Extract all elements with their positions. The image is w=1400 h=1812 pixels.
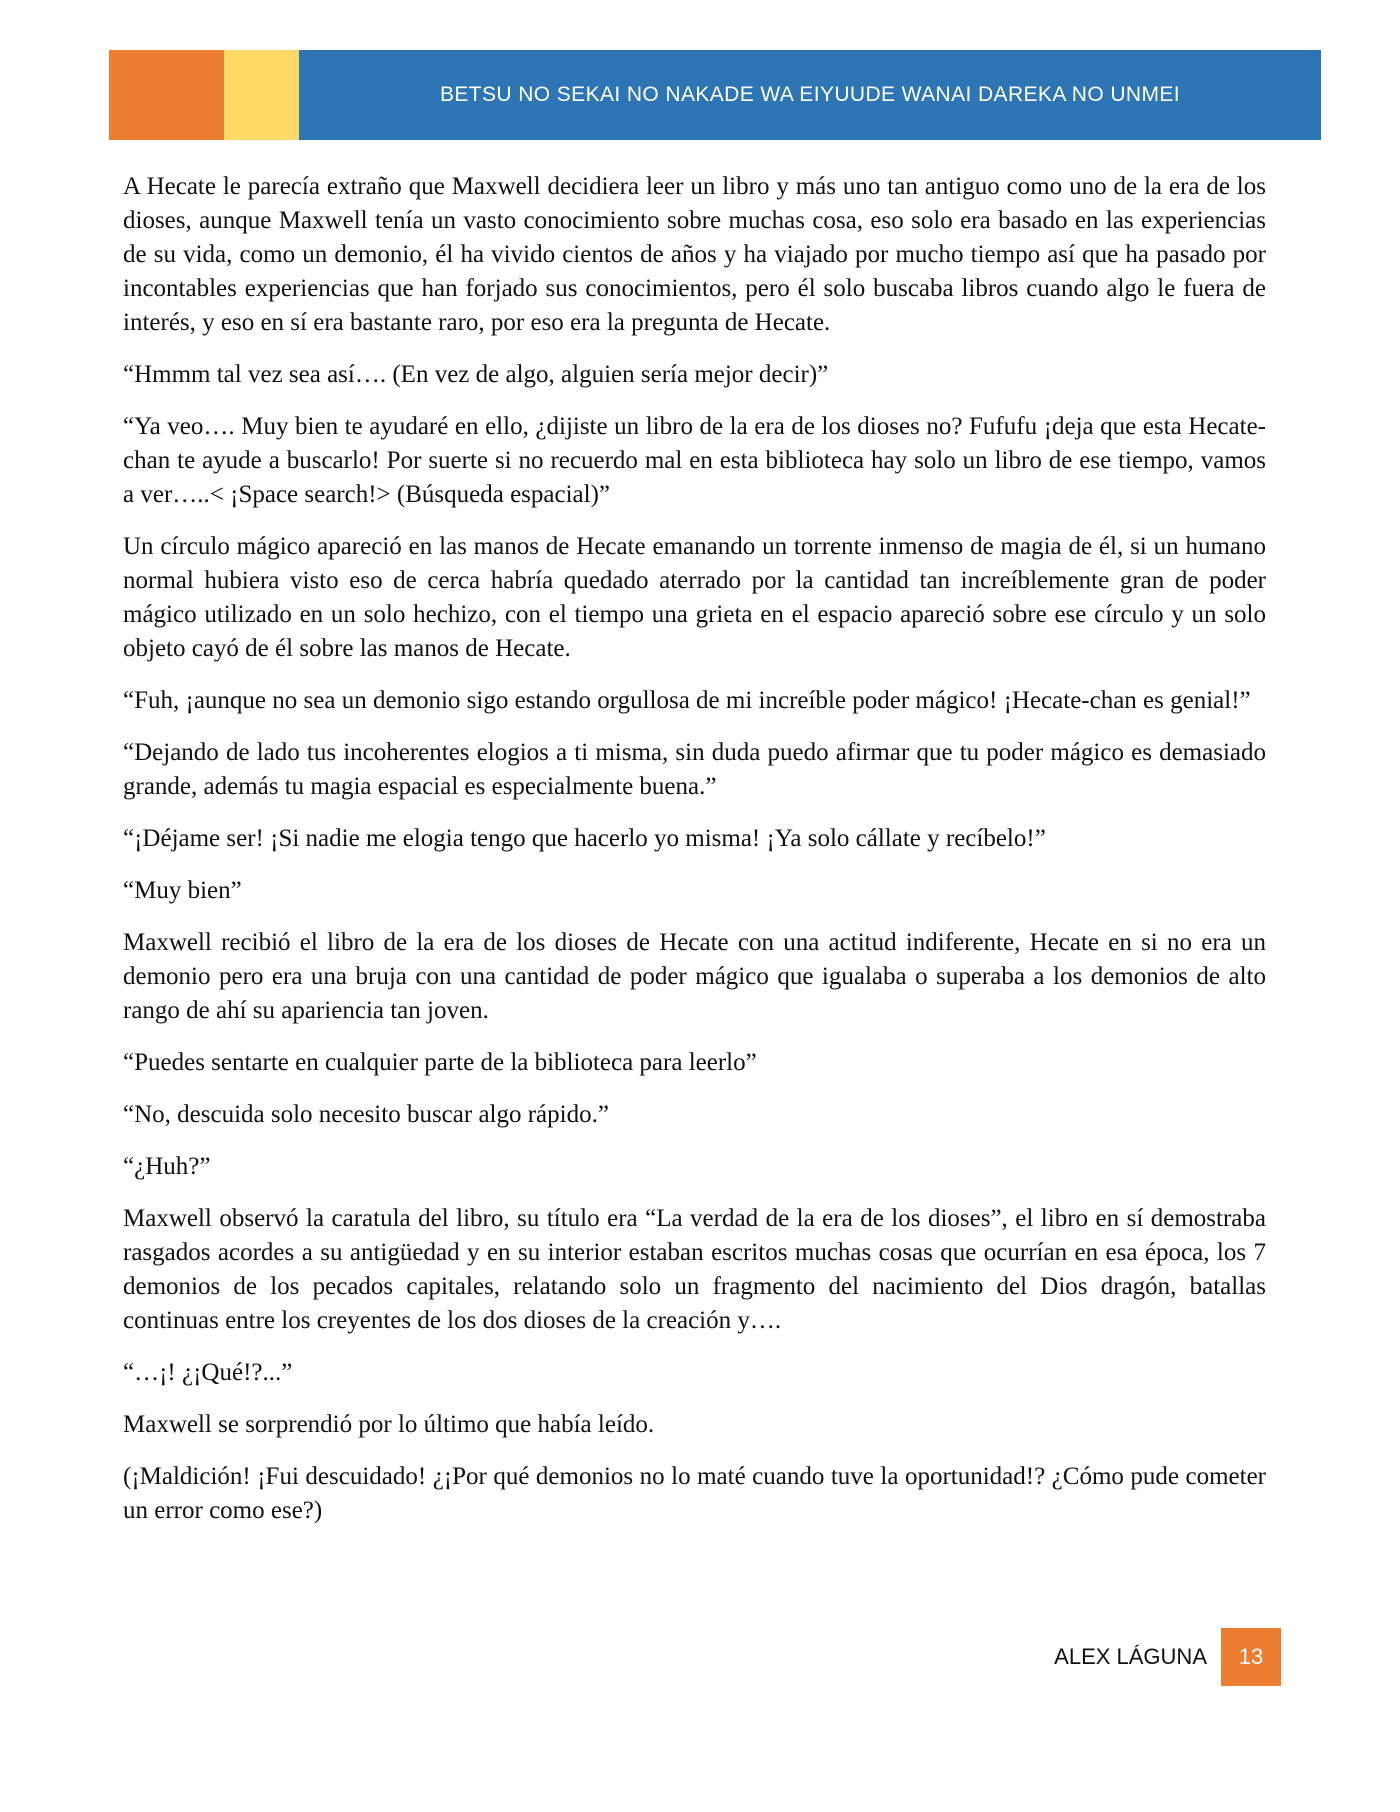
paragraph: “No, descuida solo necesito buscar algo rápido.” [123, 1101, 609, 1128]
paragraph: “Muy bien” [123, 877, 242, 904]
paragraph: Maxwell se sorprendió por lo último que había leído. [123, 1411, 655, 1438]
paragraph: “Ya veo…. Muy bien te ayudaré en ello, ¿dijiste un libro de la era de los dioses no? Fufufu ¡deja que esta Hecate-chan te ayude a buscarlo! Por suerte si no recuerdo mal en esta biblioteca hay solo un libro de ese tiempo, vamos a ver…..< ¡Space search!> (Búsqueda espacial)” [123, 413, 1266, 508]
paragraph: “…¡! ¿¡Qué!?...” [123, 1359, 293, 1386]
paragraph: Un círculo mágico apareció en las manos de Hecate emanando un torrente inmenso de magia de él, si un humano normal hubiera visto eso de cerca habría quedado aterrado por la cantidad tan increíblemente gran de poder mágico utilizado en un solo hechizo, con el tiempo una grieta en el espacio apareció sobre ese círculo y un solo objeto cayó de él sobre las manos de Hecate. [123, 533, 1266, 662]
author-name: ALEX LÁGUNA [1054, 1644, 1207, 1669]
paragraph: “Hmmm tal vez sea así…. (En vez de algo, alguien sería mejor decir)” [123, 361, 829, 388]
paragraph: (¡Maldición! ¡Fui descuidado! ¿¡Por qué demonios no lo maté cuando tuve la oportunidad!? ¿Cómo pude cometer un error como ese?) [123, 1463, 1266, 1524]
header-orange-block [109, 50, 224, 140]
paragraph: Maxwell observó la caratula del libro, su título era “La verdad de la era de los dioses”, el libro en sí demostraba rasgados acordes a su antigüedad y en su interior estaban escritos muchas cosas que ocurrían en esa época, los 7 demonios de los pecados capitales, relatando solo un fragmento del nacimiento del Dios dragón, batallas continuas entre los creyentes de los dos dioses de la creación y…. [123, 1205, 1266, 1334]
page-footer [1054, 1628, 1281, 1686]
paragraph: “Fuh, ¡aunque no sea un demonio sigo estando orgullosa de mi increíble poder mágico! ¡Hecate-chan es genial!” [123, 687, 1251, 714]
paragraph: “Puedes sentarte en cualquier parte de la biblioteca para leerlo” [123, 1049, 757, 1076]
paragraph: “¿Huh?” [123, 1153, 211, 1180]
header-title: BETSU NO SEKAI NO NAKADE WA EIYUUDE WANAI DAREKA NO UNMEI [439, 83, 1181, 106]
paragraph: “¡Déjame ser! ¡Si nadie me elogia tengo que hacerlo yo misma! ¡Ya solo cállate y recíbelo!” [123, 825, 1046, 852]
paragraph: A Hecate le parecía extraño que Maxwell decidiera leer un libro y más uno tan antiguo como uno de la era de los dioses, aunque Maxwell tenía un vasto conocimiento sobre muchas cosa, eso solo era basado en las experiencias de su vida, como un demonio, él ha vivido cientos de años y ha viajado por mucho tiempo así que ha pasado por incontables experiencias que han forjado sus conocimientos, pero él solo buscaba libros cuando algo le fuera de interés, y eso en sí era bastante raro, por eso era la pregunta de Hecate. [123, 173, 1266, 336]
header-yellow-block [224, 50, 299, 140]
header-title-bar [299, 50, 1321, 140]
page-header [109, 50, 1321, 140]
paragraph: Maxwell recibió el libro de la era de los dioses de Hecate con una actitud indiferente, Hecate en si no era un demonio pero era una bruja con una cantidad de poder mágico que igualaba o superaba a los demonios de alto rango de ahí su apariencia tan joven. [123, 929, 1266, 1024]
body-text [123, 170, 1266, 1546]
paragraph: “Dejando de lado tus incoherentes elogios a ti misma, sin duda puedo afirmar que tu poder mágico es demasiado grande, además tu magia espacial es especialmente buena.” [123, 739, 1266, 800]
page-number: 13 [1221, 1628, 1281, 1686]
